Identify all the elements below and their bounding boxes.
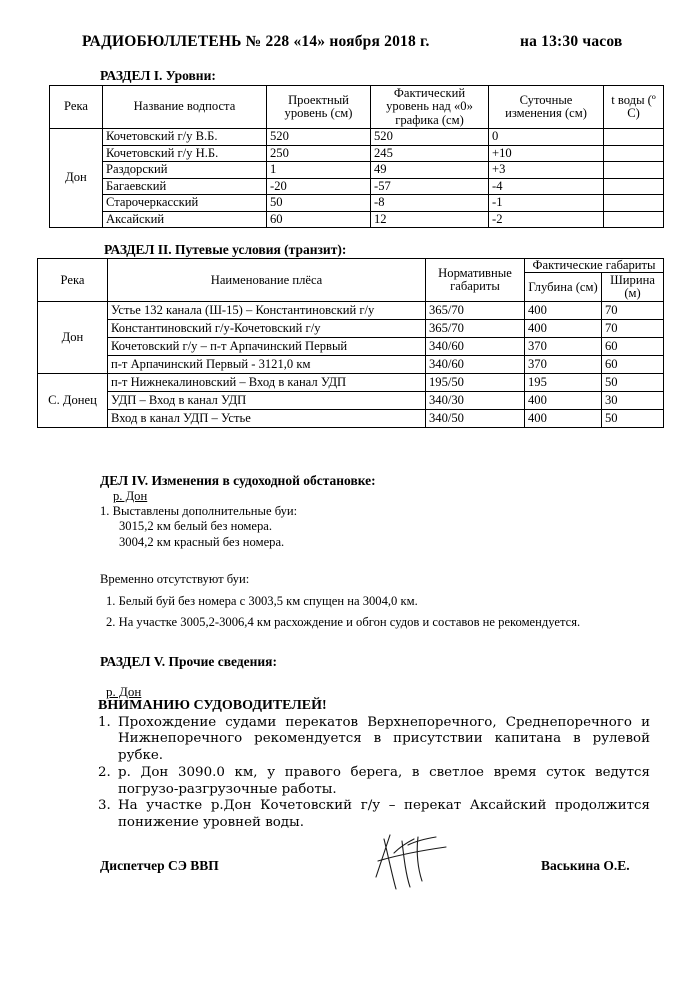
- change-cell: -4: [489, 178, 604, 195]
- post-cell: Багаевский: [103, 178, 267, 195]
- transit-header-row: [38, 259, 664, 273]
- width-cell: 50: [602, 410, 664, 428]
- temp-cell: [604, 129, 664, 146]
- change-cell: 0: [489, 129, 604, 146]
- actual-cell: 520: [371, 129, 489, 146]
- reach-cell: Устье 132 канала (Ш-15) – Константиновский г/у: [108, 302, 426, 320]
- project-cell: 520: [267, 129, 371, 146]
- actual-cell: 49: [371, 162, 489, 179]
- col-reach-name: Наименование плёса: [108, 259, 426, 302]
- handwritten-signature: [358, 825, 458, 895]
- width-cell: 70: [602, 320, 664, 338]
- table-row: [38, 392, 664, 410]
- notice-number: 2.: [98, 764, 111, 780]
- normative-cell: 195/50: [426, 374, 525, 392]
- post-cell: Раздорский: [103, 162, 267, 179]
- depth-cell: 400: [525, 410, 602, 428]
- notice-number: 3.: [98, 798, 111, 814]
- buoy-line-2: 3004,2 км красный без номера.: [119, 535, 285, 549]
- normative-cell: 365/70: [426, 320, 525, 338]
- change-cell: -2: [489, 211, 604, 228]
- section4-title: ДЕЛ IV. Изменения в судоходной обстановке:: [100, 473, 376, 488]
- normative-cell: 340/60: [426, 356, 525, 374]
- levels-header-row: [50, 86, 664, 129]
- reach-cell: Кочетовский г/у – п-т Арпачинский Первый: [108, 338, 426, 356]
- actual-cell: -57: [371, 178, 489, 195]
- width-cell: 30: [602, 392, 664, 410]
- notice-text: Прохождение судами перекатов Верхнепоречного, Среднепоречного и Нижнепоречного рекомендуется в присутствии капитана в рулевой рубке.: [118, 714, 650, 763]
- bulletin-time: на 13:30 часов: [520, 33, 623, 50]
- depth-cell: 400: [525, 392, 602, 410]
- col-daily-change: Суточные изменения (см): [489, 86, 604, 129]
- section5-river: р. Дон: [106, 684, 142, 699]
- table-row: [38, 320, 664, 338]
- dispatcher-name: Васькина О.Е.: [541, 858, 630, 873]
- table-row: [38, 302, 664, 320]
- col-river: Река: [50, 86, 103, 129]
- post-cell: Кочетовский г/у Н.Б.: [103, 145, 267, 162]
- change-cell: +10: [489, 145, 604, 162]
- notice-text: На участке р.Дон Кочетовский г/у – перекат Аксайский продолжится понижение уровней воды.: [118, 798, 650, 830]
- table-row: [38, 356, 664, 374]
- table-row: [38, 338, 664, 356]
- depth-cell: 195: [525, 374, 602, 392]
- post-cell: Кочетовский г/у В.Б.: [103, 129, 267, 146]
- post-cell: Старочеркасский: [103, 195, 267, 212]
- river-cell: Дон: [50, 129, 103, 228]
- absent-item-2: 2. На участке 3005,2-3006,4 км расхождение и обгон судов и составов не рекомендуется.: [106, 615, 581, 629]
- depth-cell: 400: [525, 320, 602, 338]
- project-cell: 1: [267, 162, 371, 179]
- table-row: [50, 162, 664, 179]
- table-row: [50, 211, 664, 228]
- actual-cell: 12: [371, 211, 489, 228]
- col-normative: Нормативные габариты: [426, 259, 525, 302]
- levels-table: [49, 85, 664, 228]
- reach-cell: УДП – Вход в канал УДП: [108, 392, 426, 410]
- width-cell: 50: [602, 374, 664, 392]
- section2-title: РАЗДЕЛ II. Путевые условия (транзит):: [104, 242, 347, 257]
- project-cell: 60: [267, 211, 371, 228]
- notice-title: ВНИМАНИЮ СУДОВОДИТЕЛЕЙ!: [98, 698, 327, 713]
- transit-table: [37, 258, 664, 428]
- change-cell: +3: [489, 162, 604, 179]
- temp-cell: [604, 178, 664, 195]
- table-row: [38, 410, 664, 428]
- post-cell: Аксайский: [103, 211, 267, 228]
- col-depth: Глубина (см): [525, 273, 602, 302]
- temp-cell: [604, 162, 664, 179]
- col-width: Ширина (м): [602, 273, 664, 302]
- width-cell: 70: [602, 302, 664, 320]
- section4-river: р. Дон: [113, 489, 148, 503]
- width-cell: 60: [602, 356, 664, 374]
- absent-buoys-label: Временно отсутствуют буи:: [100, 572, 250, 586]
- dispatcher-position: Диспетчер СЭ ВВП: [100, 858, 219, 873]
- col-actual-group: Фактические габариты: [525, 259, 664, 273]
- reach-cell: Вход в канал УДП – Устье: [108, 410, 426, 428]
- river-cell: С. Донец: [38, 374, 108, 428]
- temp-cell: [604, 145, 664, 162]
- depth-cell: 370: [525, 356, 602, 374]
- section4-item1: 1. Выставлены дополнительные буи:: [100, 504, 298, 518]
- notice-block: [98, 697, 650, 832]
- section1-title: РАЗДЕЛ I. Уровни:: [100, 68, 216, 83]
- project-cell: 50: [267, 195, 371, 212]
- notice-item: [98, 765, 650, 799]
- normative-cell: 340/60: [426, 338, 525, 356]
- notice-item: [98, 715, 650, 765]
- temp-cell: [604, 211, 664, 228]
- reach-cell: Константиновский г/у-Кочетовский г/у: [108, 320, 426, 338]
- col-water-temp: t воды (º С): [604, 86, 664, 129]
- temp-cell: [604, 195, 664, 212]
- table-row: [50, 145, 664, 162]
- actual-cell: 245: [371, 145, 489, 162]
- col-post-name: Название водпоста: [103, 86, 267, 129]
- reach-cell: п-т Нижнекалиновский – Вход в канал УДП: [108, 374, 426, 392]
- normative-cell: 340/30: [426, 392, 525, 410]
- table-row: [50, 129, 664, 146]
- width-cell: 60: [602, 338, 664, 356]
- project-cell: -20: [267, 178, 371, 195]
- absent-item-1: 1. Белый буй без номера с 3003,5 км спущен на 3004,0 км.: [106, 594, 418, 608]
- change-cell: -1: [489, 195, 604, 212]
- normative-cell: 365/70: [426, 302, 525, 320]
- buoy-line-1: 3015,2 км белый без номера.: [119, 519, 272, 533]
- col-actual-level: Фактический уровень над «0» графика (см): [371, 86, 489, 129]
- section5-title: РАЗДЕЛ V. Прочие сведения:: [100, 654, 277, 669]
- notice-number: 1.: [98, 714, 111, 730]
- table-row: [50, 195, 664, 212]
- reach-cell: п-т Арпачинский Первый - 3121,0 км: [108, 356, 426, 374]
- notice-text: р. Дон 3090.0 км, у правого берега, в светлое время суток ведутся погрузо-разгрузочные работы.: [118, 764, 650, 797]
- depth-cell: 400: [525, 302, 602, 320]
- actual-cell: -8: [371, 195, 489, 212]
- river-cell: Дон: [38, 302, 108, 374]
- project-cell: 250: [267, 145, 371, 162]
- table-row: [50, 178, 664, 195]
- bulletin-title: РАДИОБЮЛЛЕТЕНЬ № 228 «14» ноября 2018 г.: [82, 33, 430, 50]
- depth-cell: 370: [525, 338, 602, 356]
- col-project-level: Проектный уровень (см): [267, 86, 371, 129]
- table-row: [38, 374, 664, 392]
- col-river: Река: [38, 259, 108, 302]
- normative-cell: 340/50: [426, 410, 525, 428]
